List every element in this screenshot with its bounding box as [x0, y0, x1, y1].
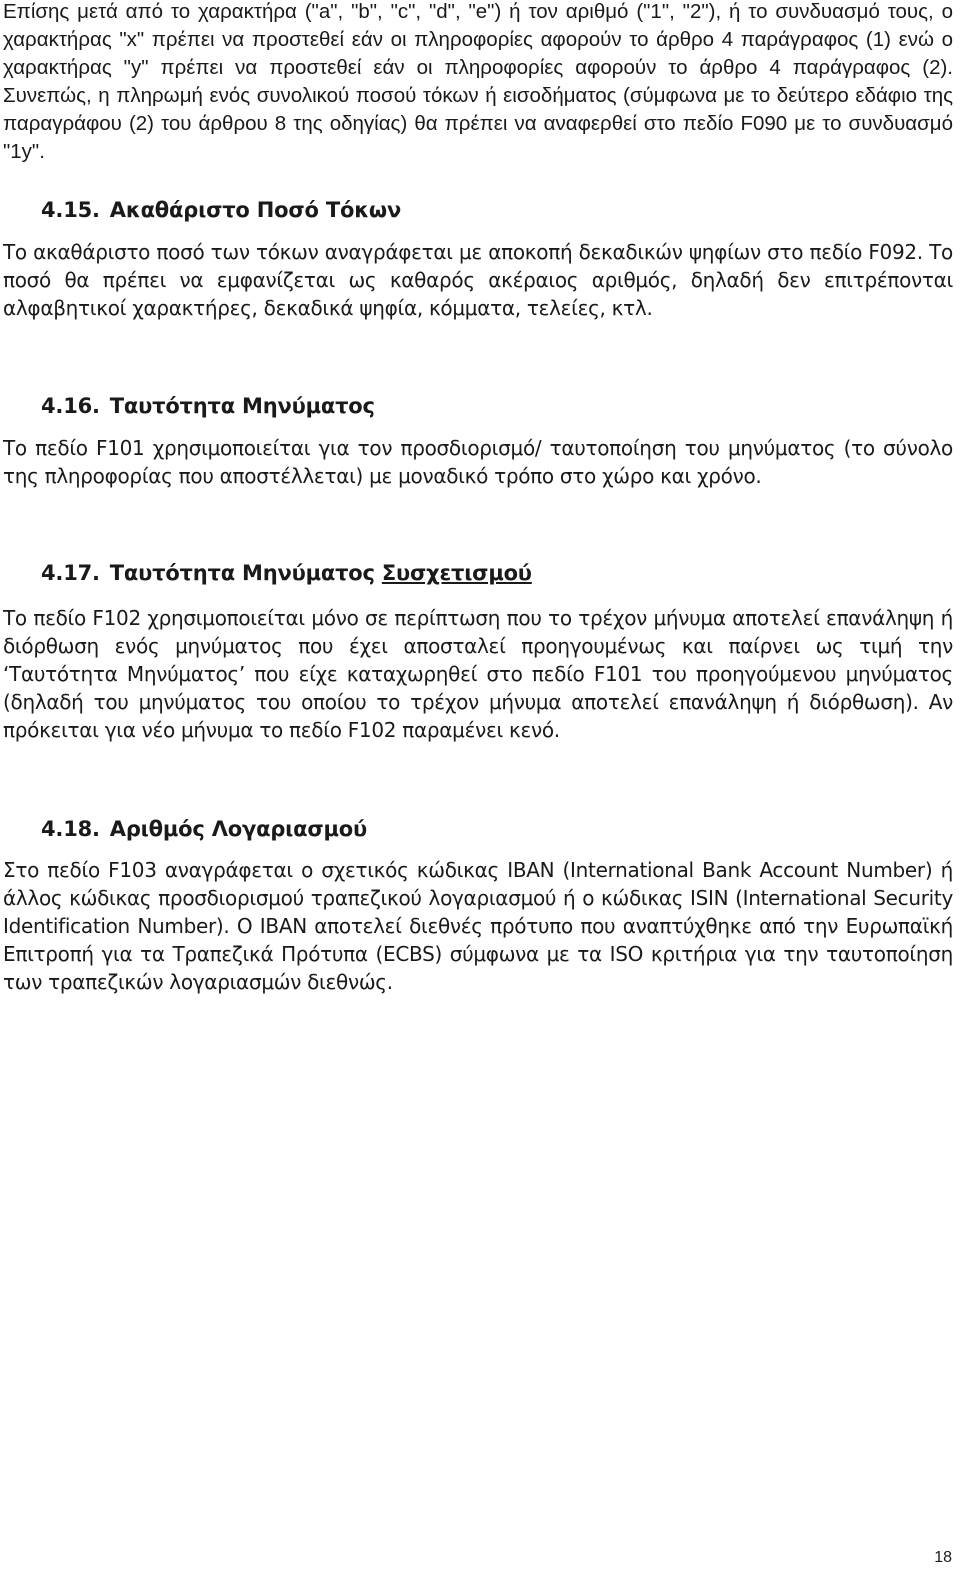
section-body-4-18: Στο πεδίο F103 αναγράφεται ο σχετικός κώδικας IBAN (International Bank Account Number) ή άλλος κώδικας προσδιορισμού τραπεζικού λογαριασμού ή ο κώδικας ISIN (International Security Identification Number). Ο IBAN αποτελεί διεθνές πρότυπο που αναπτύχθηκε από την Ευρωπαϊκή Επιτροπή για τα Τραπεζικά Πρότυπα (ECBS) σύμφωνα με τα ISO κριτήρια για την ταυτοποίηση των τραπεζικών λογαριασμών διεθνώς. — [3, 858, 953, 994]
section-title-underlined: Συσχετισμού — [381, 561, 532, 585]
section-title: Ακαθάριστο Ποσό Τόκων — [109, 198, 402, 222]
intro-paragraph: Επίσης μετά από το χαρακτήρα ("a", "b", "c", "d", "e") ή τον αριθμό ("1", "2"), ή το συνδυασμό τους, ο χαρακτήρας "x" πρέπει να προστεθεί εάν οι πληροφορίες αφορούν το άρθρο 4 παράγραφος (1) ενώ ο χαρακτήρας "y" πρέπει να προστεθεί εάν οι πληροφορίες αφορούν το άρθρο 4 παράγραφος (2). Συνεπώς, η πληρωμή ενός συνολικού ποσού τόκων ή εισοδήματος (σύμφωνα με το δεύτερο εδάφιο της παραγράφου (2) του άρθρου 8 της οδηγίας) θα πρέπει να αναφερθεί στο πεδίο F090 με το συνδυασμό "1y". — [3, 0, 953, 163]
section-title: Ταυτότητα Μηνύματος — [109, 561, 375, 585]
section-number: 4.16. — [41, 394, 100, 418]
section-number: 4.18. — [41, 817, 100, 841]
section-title: Αριθμός Λογαριασμού — [109, 817, 367, 841]
section-body-4-17: Το πεδίο F102 χρησιμοποιείται μόνο σε περίπτωση που το τρέχον μήνυμα αποτελεί επανάληψη ή διόρθωση ενός μηνύματος που έχει αποσταλεί προηγουμένως και παίρνει ως τιμή την ‘Ταυτότητα Μηνύματος’ που είχε καταχωρηθεί στο πεδίο F101 του προηγούμενου μηνύματος (δηλαδή του μηνύματος του οποίου το τρέχον μήνυμα αποτελεί επανάληψη ή διόρθωση). Αν πρόκειται για νέο μήνυμα το πεδίο F102 παραμένει κενό. — [3, 606, 953, 742]
section-heading-4-18 — [3, 815, 367, 843]
section-number: 4.15. — [41, 198, 100, 222]
section-body-4-15: Το ακαθάριστο ποσό των τόκων αναγράφεται με αποκοπή δεκαδικών ψηφίων στο πεδίο F092. Το ποσό θα πρέπει να εμφανίζεται ως καθαρός ακέραιος αριθμός, δηλαδή δεν επιτρέπονται αλφαβητικοί χαρακτήρες, δεκαδικά ψηφία, κόμματα, τελείες, κτλ. — [3, 240, 953, 320]
section-heading-4-15 — [3, 196, 401, 224]
section-number: 4.17. — [41, 561, 100, 585]
section-heading-4-16 — [3, 392, 375, 420]
section-title: Ταυτότητα Μηνύματος — [109, 394, 375, 418]
page-number: 18 — [934, 1549, 952, 1566]
section-body-4-16: Το πεδίο F101 χρησιμοποιείται για τον προσδιορισμό/ ταυτοποίηση του μηνύματος (το σύνολο της πληροφορίας που αποστέλλεται) με μοναδικό τρόπο στο χώρο και χρόνο. — [3, 436, 953, 488]
section-heading-4-17 — [3, 559, 532, 587]
